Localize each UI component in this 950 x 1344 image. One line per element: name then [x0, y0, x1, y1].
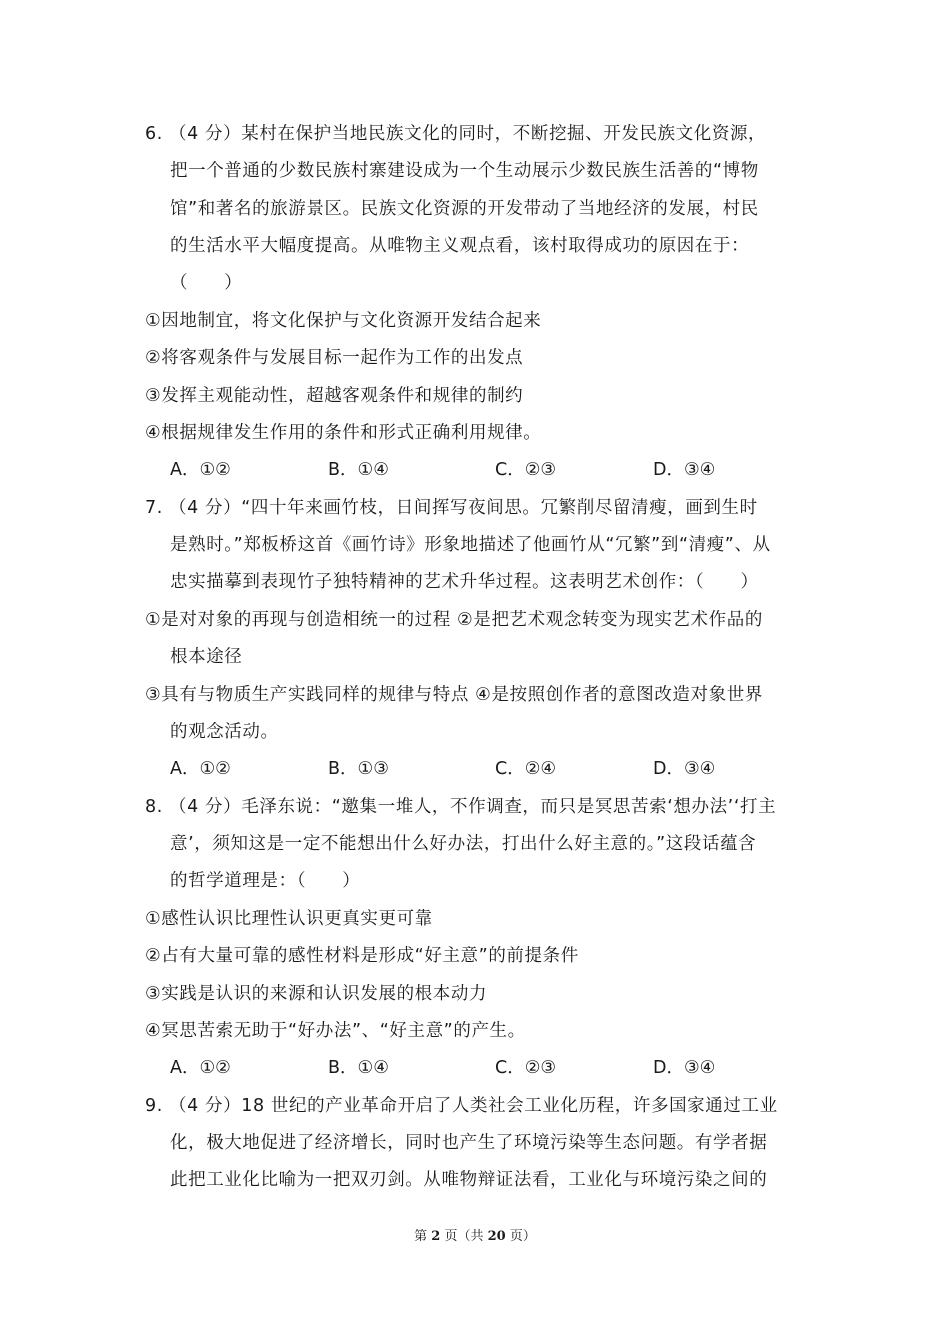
- q7-choice-a: A．①②: [170, 759, 231, 779]
- q6-choice-c: C．②③: [495, 460, 557, 480]
- q6-option-3: ③发挥主观能动性，超越客观条件和规律的制约: [145, 386, 524, 406]
- q6-answer-blank: （ ）: [170, 273, 243, 293]
- q6-line-3: 馆”和著名的旅游景区。民族文化资源的开发带动了当地经济的发展，村民: [170, 199, 759, 219]
- q8-choice-d: D．③④: [653, 1058, 716, 1078]
- q6-line-1: 6. （4 分）某村在保护当地民族文化的同时，不断挖掘、开发民族文化资源，: [145, 124, 767, 144]
- q7-option-3-4: ③具有与物质生产实践同样的规律与特点 ④是按照创作者的意图改造对象世界: [145, 685, 763, 705]
- q6-choice-a: A．①②: [170, 460, 231, 480]
- q9-line-2: 化，极大地促进了经济增长，同时也产生了环境污染等生态问题。有学者据: [170, 1133, 768, 1153]
- q6-option-1: ①因地制宜，将文化保护与文化资源开发结合起来: [145, 311, 542, 331]
- q6-option-4: ④根据规律发生作用的条件和形式正确利用规律。: [145, 423, 542, 443]
- q7-choice-d: D．③④: [653, 759, 716, 779]
- q7-choice-b: B．①③: [328, 759, 389, 779]
- q6-choice-b: B．①④: [328, 460, 389, 480]
- footer-page-number: 2: [431, 1229, 441, 1244]
- q7-line-1: 7. （4 分）“四十年来画竹枝，日间挥写夜间思。冗繁削尽留清瘦，画到生时: [145, 498, 758, 518]
- q8-option-3: ③实践是认识的来源和认识发展的根本动力: [145, 984, 488, 1004]
- q6-choice-d: D．③④: [653, 460, 716, 480]
- footer-suffix: 页）: [505, 1229, 536, 1244]
- q7-choices: [170, 757, 790, 781]
- q7-choice-c: C．②④: [495, 759, 557, 779]
- q7-option-2-cont: 根本途径: [170, 647, 243, 667]
- q7-option-4-cont: 的观念活动。: [170, 722, 279, 742]
- q8-option-2: ②占有大量可靠的感性材料是形成“好主意”的前提条件: [145, 946, 579, 966]
- q6-choices: [170, 458, 790, 482]
- q8-choices: [170, 1056, 790, 1080]
- footer-total-pages: 20: [487, 1229, 506, 1244]
- q6-option-2: ②将客观条件与发展目标一起作为工作的出发点: [145, 348, 524, 368]
- q8-option-4: ④冥思苦索无助于“好办法”、“好主意”的产生。: [145, 1021, 526, 1041]
- footer-middle: 页（共: [440, 1229, 488, 1244]
- q7-line-3: 忠实描摹到表现竹子独特精神的艺术升华过程。这表明艺术创作：（ ）: [170, 572, 759, 592]
- q8-line-3: 的哲学道理是：（ ）: [170, 871, 361, 891]
- q9-line-3: 此把工业化比喻为一把双刃剑。从唯物辩证法看，工业化与环境污染之间的: [170, 1170, 768, 1190]
- q6-line-4: 的生活水平大幅度提高。从唯物主义观点看，该村取得成功的原因在于：: [170, 236, 750, 256]
- q8-choice-c: C．②③: [495, 1058, 557, 1078]
- q6-line-2: 把一个普通的少数民族村寨建设成为一个生动展示少数民族生活善的“博物: [170, 161, 759, 181]
- q9-line-1: 9. （4 分）18 世纪的产业革命开启了人类社会工业化历程，许多国家通过工业: [145, 1096, 778, 1116]
- q8-choice-b: B．①④: [328, 1058, 389, 1078]
- q8-line-2: 意’，须知这是一定不能想出什么好办法，打出什么好主意的。”这段话蕴含: [170, 834, 757, 854]
- q7-line-2: 是熟时。”郑板桥这首《画竹诗》形象地描述了他画竹从“冗繁”到“清瘦”、从: [170, 535, 771, 555]
- q8-line-1: 8. （4 分）毛泽东说：“邀集一堆人，不作调查，而只是冥思苦索‘想办法’‘打主: [145, 797, 777, 817]
- footer-prefix: 第: [414, 1229, 432, 1244]
- q8-choice-a: A．①②: [170, 1058, 231, 1078]
- q8-option-1: ①感性认识比理性认识更真实更可靠: [145, 909, 433, 929]
- page-footer: [0, 1228, 950, 1246]
- q7-option-1-2: ①是对对象的再现与创造相统一的过程 ②是把艺术观念转变为现实艺术作品的: [145, 610, 763, 630]
